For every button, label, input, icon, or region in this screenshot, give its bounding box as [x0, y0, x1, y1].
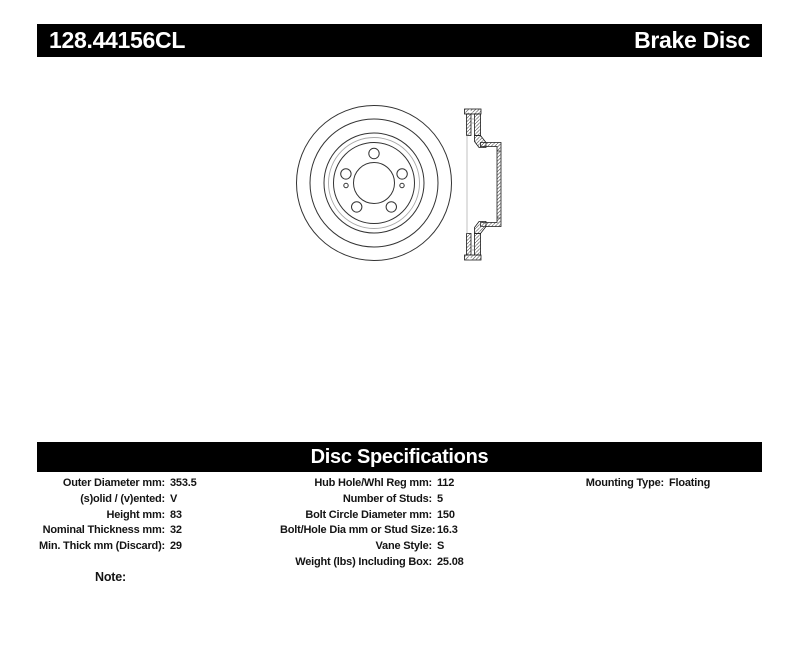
- spec-value: Floating: [669, 477, 711, 489]
- spec-row-height: [37, 508, 197, 524]
- spec-column-left: [37, 476, 197, 555]
- spec-row-hub-hole: [280, 476, 464, 492]
- spec-row-min-thick: [37, 539, 197, 555]
- spec-label: (s)olid / (v)ented:: [80, 492, 165, 505]
- spec-value: 5: [437, 492, 443, 505]
- spec-column-middle: [280, 476, 464, 571]
- rotor-section-view-icon: [465, 109, 502, 260]
- spec-label: Number of Studs:: [342, 492, 432, 505]
- spec-label: Mounting Type:: [585, 477, 664, 489]
- spec-row-vane-style: [280, 539, 464, 555]
- spec-value: 29: [170, 540, 182, 553]
- spec-label: Weight (lbs) Including Box:: [295, 555, 432, 568]
- spec-column-right: [530, 476, 710, 492]
- part-number: 128.44156CL: [49, 27, 186, 53]
- spec-label: Hub Hole/Whl Reg mm:: [314, 477, 432, 489]
- spec-label: Bolt Circle Diameter mm:: [305, 508, 432, 521]
- spec-value: 25.08: [437, 555, 464, 568]
- spec-label: Outer Diameter mm:: [62, 477, 165, 489]
- spec-value: V: [170, 492, 178, 505]
- spec-row-nominal-thickness: [37, 523, 197, 539]
- spec-value: 16.3: [437, 524, 458, 537]
- product-type-title: Brake Disc: [634, 27, 750, 53]
- spec-value: 83: [170, 508, 182, 521]
- rotor-front-view-icon: [297, 106, 452, 261]
- spec-row-weight: [280, 555, 464, 571]
- spec-value: 32: [170, 524, 182, 537]
- spec-label: Bolt/Hole Dia mm or Stud Size:: [280, 524, 436, 537]
- spec-label: Vane Style:: [375, 540, 432, 553]
- spec-value: 353.5: [170, 477, 197, 489]
- spec-row-bolt-hole-dia: [280, 523, 464, 539]
- spec-label: Height mm:: [106, 508, 165, 521]
- spec-row-bolt-circle-diameter: [280, 508, 464, 524]
- spec-value: 112: [437, 477, 455, 489]
- spec-row-outer-diameter: [37, 476, 197, 492]
- note-label: Note:: [95, 570, 126, 584]
- spec-value: 150: [437, 508, 455, 521]
- spec-label: Nominal Thickness mm:: [42, 524, 165, 537]
- spec-label: Min. Thick mm (Discard):: [39, 540, 165, 553]
- spec-section-title: Disc Specifications: [310, 445, 489, 468]
- brake-disc-drawing: [280, 95, 530, 275]
- spec-row-number-of-studs: [280, 492, 464, 508]
- spec-value: S: [437, 540, 445, 553]
- spec-row-mounting-type: [530, 476, 710, 492]
- spec-row-solid-vented: [37, 492, 197, 508]
- header-bar: [37, 24, 762, 57]
- spec-section-bar: [37, 442, 762, 472]
